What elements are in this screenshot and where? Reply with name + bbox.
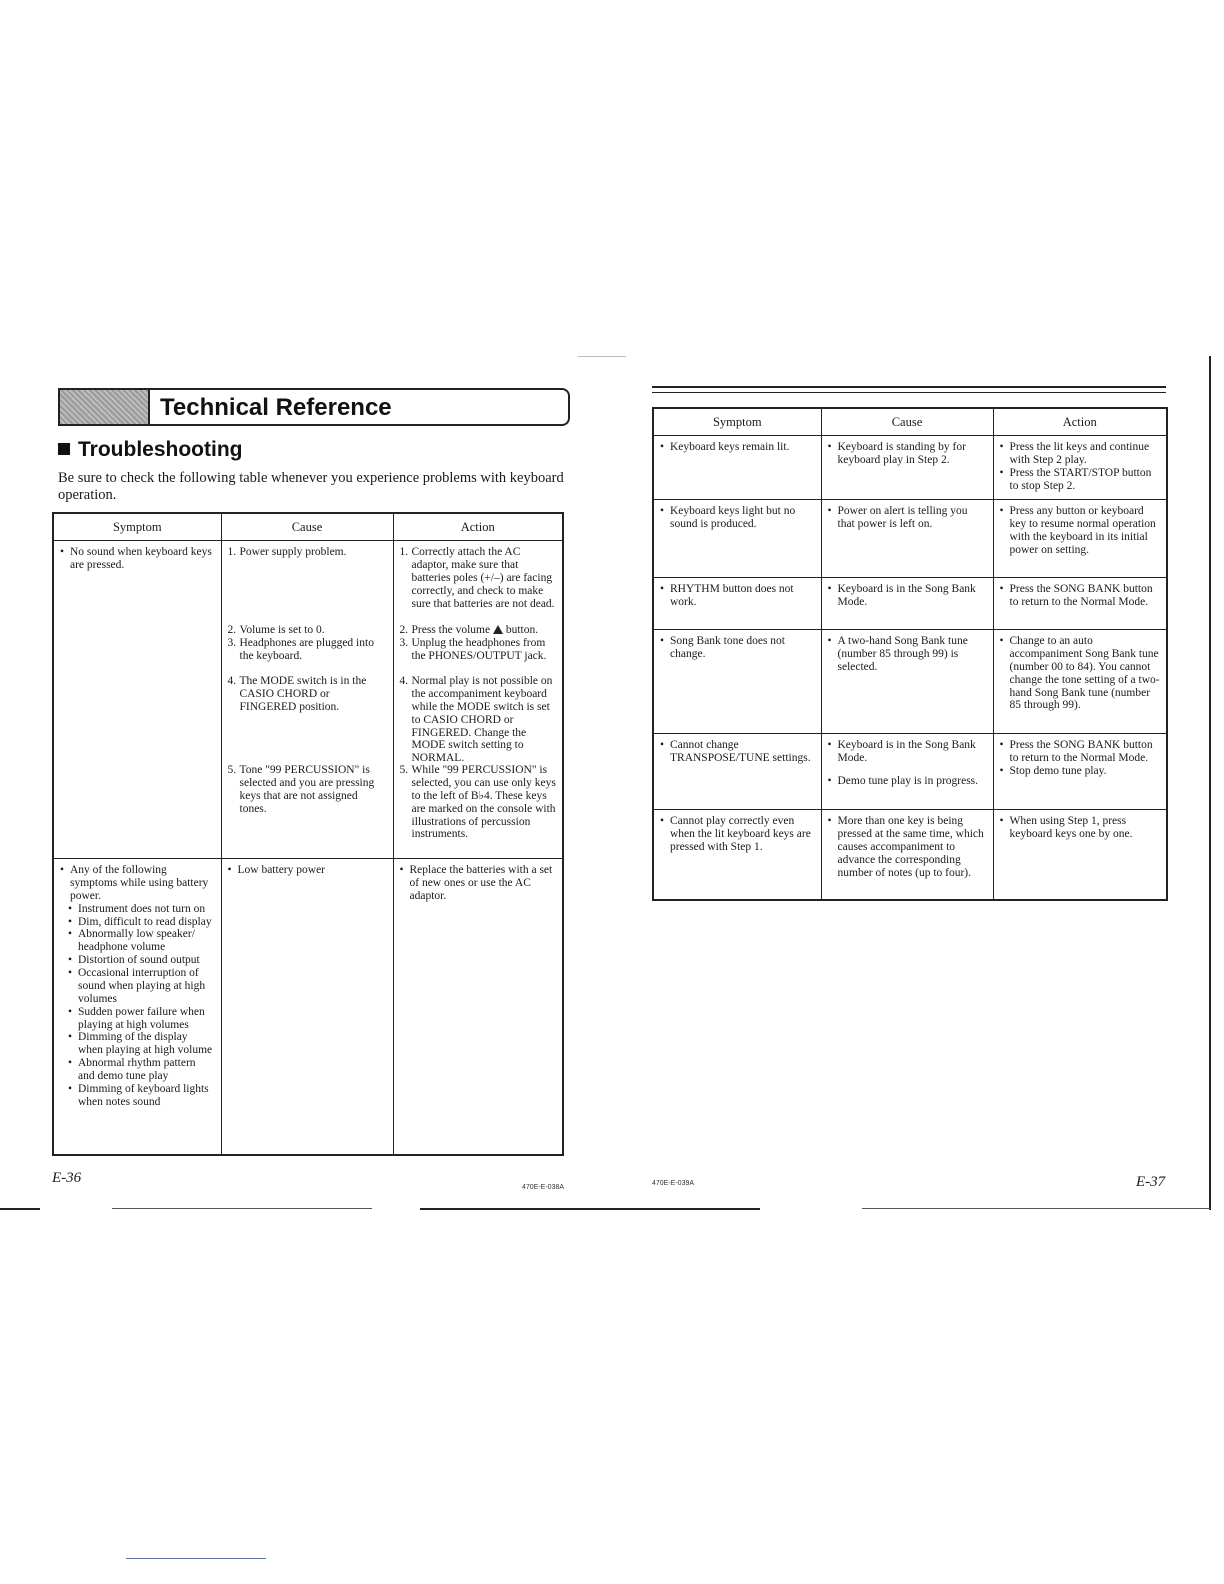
- symptom-text: • No sound when keyboard keys are pressed.: [60, 546, 215, 572]
- symptom-cell: [653, 810, 821, 900]
- action-text: Normal play is not possible on the accompaniment keyboard while the MODE switch is set to CASIO CHORD or FINGERED. Change the MODE switch setting to NORMAL.: [411, 675, 553, 765]
- symptom-cell: [53, 859, 221, 1155]
- cause-text: • More than one key is being pressed at the same time, which causes accompaniment to advance the corresponding number of notes (up to four).: [828, 815, 987, 879]
- cause-text: • Keyboard is standing by for keyboard play in Step 2.: [828, 441, 987, 467]
- section-title: [58, 438, 242, 462]
- header-shade: [60, 390, 150, 424]
- cause-text: • Low battery power: [228, 864, 387, 877]
- action-item: 1. Correctly attach the AC adaptor, make sure that batteries poles (+/–) are facing correctly, and check to make sure that batteries are not dead.: [399, 546, 555, 610]
- cause-text: • Keyboard is in the Song Bank Mode.: [828, 583, 987, 609]
- action-item: 3. Unplug the headphones from the PHONES/OUTPUT jack.: [399, 637, 547, 662]
- action-text: • Press the SONG BANK button to return to the Normal Mode.: [1000, 583, 1161, 609]
- action-cell: [393, 859, 563, 1155]
- bottom-rule: [112, 1208, 372, 1209]
- table-header-row: [653, 408, 1167, 436]
- action-cell: [993, 734, 1167, 810]
- header-cause: Cause: [221, 513, 393, 541]
- cause-item: 5. Tone "99 PERCUSSION" is selected and you are pressing keys that are not assigned tones.: [227, 764, 375, 815]
- header-cause: Cause: [821, 408, 993, 436]
- square-bullet-icon: [58, 443, 70, 455]
- action-text: • Replace the batteries with a set of new ones or use the AC adaptor.: [400, 864, 557, 903]
- bottom-link-line: [126, 1558, 266, 1559]
- symptom-cell: [653, 734, 821, 810]
- header-symptom: Symptom: [53, 513, 221, 541]
- cause-item: 3. Headphones are plugged into the keyboard.: [227, 637, 374, 662]
- action-item: 5. While "99 PERCUSSION" is selected, you can use only keys to the left of B♭4. These keys are marked on the console with illustrations of percussion instruments.: [399, 764, 556, 841]
- action-text-suffix: button.: [505, 624, 539, 636]
- troubleshooting-table-left: [52, 512, 564, 1156]
- action-text: • When using Step 1, press keyboard keys one by one.: [1000, 815, 1161, 841]
- action-item: 2. Press the volume button.: [399, 624, 539, 636]
- cause-text: • A two-hand Song Bank tune (number 85 through 99) is selected.: [828, 635, 987, 674]
- cause-text: The MODE switch is in the CASIO CHORD or FINGERED position.: [239, 675, 367, 713]
- section-title-text: Troubleshooting: [78, 438, 243, 461]
- action-text: • Press the lit keys and continue with Step 2 play.: [1000, 441, 1161, 467]
- header-action: Action: [993, 408, 1167, 436]
- cause-cell: [821, 734, 993, 810]
- sub-symptom: • Abnormal rhythm pattern and demo tune play: [68, 1057, 215, 1083]
- symptom-text: • Keyboard keys remain lit.: [660, 441, 815, 454]
- symptom-text: • Song Bank tone does not change.: [660, 635, 815, 661]
- symptom-text: • RHYTHM button does not work.: [660, 583, 815, 609]
- table-row: [653, 734, 1167, 810]
- table-header-row: [53, 513, 563, 541]
- symptom-cell: [653, 436, 821, 500]
- bottom-rule: [0, 1208, 40, 1210]
- cause-text: • Power on alert is telling you that power is left on.: [828, 505, 987, 531]
- table-row: [653, 630, 1167, 734]
- cause-item: 4. The MODE switch is in the CASIO CHORD or FINGERED position.: [227, 675, 367, 713]
- sub-symptom: • Sudden power failure when playing at high volumes: [68, 1006, 215, 1032]
- sub-symptom: • Occasional interruption of sound when playing at high volumes: [68, 967, 215, 1006]
- cause-cell: [821, 630, 993, 734]
- cause-item: 2. Volume is set to 0.: [227, 624, 325, 636]
- symptom-cell: [653, 578, 821, 630]
- sub-symptom: • Instrument does not turn on: [68, 903, 215, 916]
- cause-cell: [221, 859, 393, 1155]
- bottom-rule: [862, 1208, 1210, 1209]
- action-text: • Press the START/STOP button to stop Step 2.: [1000, 467, 1161, 493]
- cause-cell: [821, 436, 993, 500]
- symptom-text: • Keyboard keys light but no sound is produced.: [660, 505, 815, 531]
- top-rule-left: [578, 356, 626, 357]
- intro-paragraph: Be sure to check the following table whenever you experience problems with keyboard operation.: [58, 470, 564, 504]
- action-cell: [993, 436, 1167, 500]
- page-title: Technical Reference: [160, 394, 392, 421]
- action-text: • Press any button or keyboard key to resume normal operation with the keyboard in its initial power on setting.: [1000, 505, 1161, 557]
- action-text: Unplug the headphones from the PHONES/OUTPUT jack.: [411, 637, 547, 662]
- table-row: [53, 859, 563, 1155]
- cause-text: Tone "99 PERCUSSION" is selected and you are pressing keys that are not assigned tones.: [239, 764, 375, 815]
- doc-code-right: 470E-E-039A: [652, 1180, 695, 1187]
- symptom-cell: [53, 541, 221, 859]
- page-number-left: E-36: [52, 1170, 82, 1186]
- symptom-text: • Any of the following symptoms while using battery power.: [60, 864, 215, 903]
- cause-text: Headphones are plugged into the keyboard.: [239, 637, 374, 662]
- symptom-text: • Cannot play correctly even when the lit keyboard keys are pressed with Step 1.: [660, 815, 815, 854]
- header-action: Action: [393, 513, 563, 541]
- action-item: 4. Normal play is not possible on the accompaniment keyboard while the MODE switch is set to CASIO CHORD or FINGERED. Change the MODE switch setting to NORMAL.: [399, 675, 553, 765]
- cause-cell: [821, 578, 993, 630]
- header-symptom: Symptom: [653, 408, 821, 436]
- table-row: [653, 810, 1167, 900]
- action-text: • Change to an auto accompaniment Song Bank tune (number 00 to 84). You cannot change the tone setting of a two-hand Song Bank tune (number 85 through 99).: [1000, 635, 1161, 712]
- action-cell: [993, 630, 1167, 734]
- right-top-rule-2: [652, 392, 1166, 393]
- action-text: Correctly attach the AC adaptor, make sure that batteries poles (+/–) are facing correctly, and check to make sure that batteries are not dead.: [411, 546, 555, 610]
- action-cell: [393, 541, 563, 859]
- action-text: Press the volume: [411, 624, 491, 636]
- sub-symptom: • Dim, difficult to read display: [68, 916, 215, 929]
- cause-cell: [821, 810, 993, 900]
- table-row: [53, 541, 563, 859]
- symptom-text: • Cannot change TRANSPOSE/TUNE settings.: [660, 739, 815, 765]
- action-cell: [993, 500, 1167, 578]
- cause-item: 1. Power supply problem.: [227, 546, 347, 558]
- page-number-right: E-37: [1136, 1174, 1166, 1190]
- sub-symptom: • Dimming of keyboard lights when notes sound: [68, 1083, 215, 1109]
- action-text: While "99 PERCUSSION" is selected, you can use only keys to the left of B♭4. These keys are marked on the console with illustrations of percussion instruments.: [411, 764, 556, 841]
- symptom-cell: [653, 500, 821, 578]
- page-edge-bar: [1209, 356, 1211, 1210]
- doc-code-left: 470E-E-038A: [522, 1184, 565, 1191]
- cause-text: Power supply problem.: [239, 546, 347, 558]
- volume-up-icon: [493, 625, 503, 634]
- cause-cell: [821, 500, 993, 578]
- cause-text: • Demo tune play is in progress.: [828, 775, 987, 788]
- troubleshooting-table-right: [652, 407, 1168, 901]
- action-text: • Stop demo tune play.: [1000, 765, 1161, 778]
- action-text: • Press the SONG BANK button to return to the Normal Mode.: [1000, 739, 1161, 765]
- table-row: [653, 578, 1167, 630]
- cause-text: • Keyboard is in the Song Bank Mode.: [828, 739, 987, 765]
- header-box: [58, 388, 570, 426]
- right-top-rule: [652, 386, 1166, 388]
- cause-cell: [221, 541, 393, 859]
- cause-text: Volume is set to 0.: [239, 624, 325, 636]
- symptom-cell: [653, 630, 821, 734]
- action-cell: [993, 810, 1167, 900]
- sub-symptom: • Dimming of the display when playing at high volume: [68, 1031, 215, 1057]
- sub-symptom: • Abnormally low speaker/ headphone volume: [68, 928, 215, 954]
- action-cell: [993, 578, 1167, 630]
- table-row: [653, 436, 1167, 500]
- table-row: [653, 500, 1167, 578]
- bottom-rule: [420, 1208, 760, 1210]
- sub-symptom: • Distortion of sound output: [68, 954, 215, 967]
